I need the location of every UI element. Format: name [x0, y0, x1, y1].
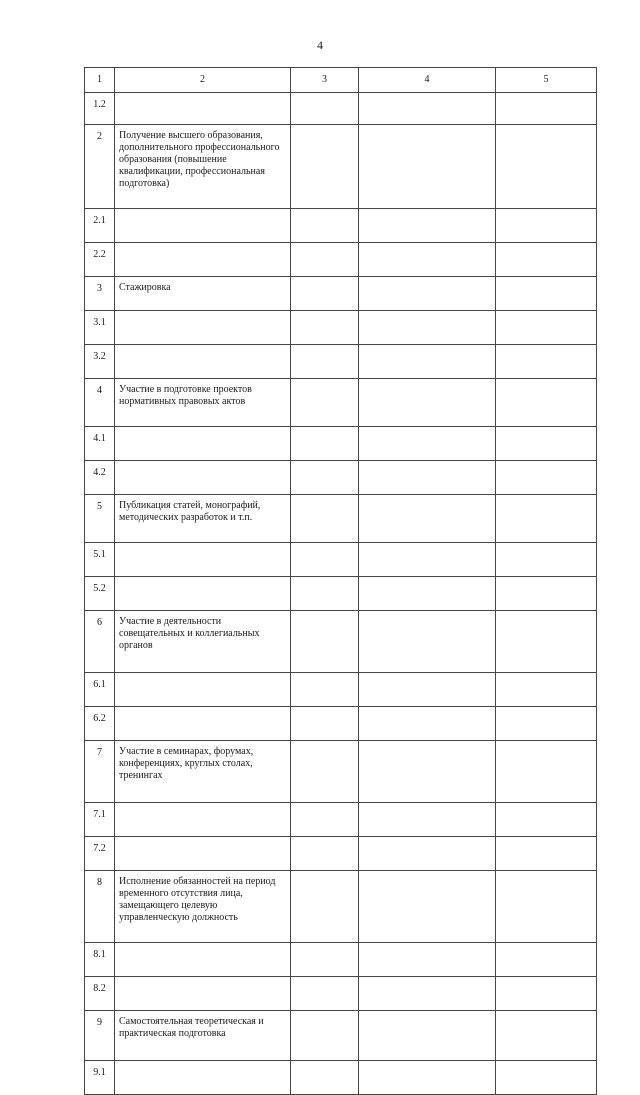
row-text: Участие в деятельности совещательных и коллегиальных органов	[115, 611, 291, 673]
cell-col3	[291, 1061, 359, 1095]
cell-col3	[291, 93, 359, 125]
row-text	[115, 1061, 291, 1095]
cell-col5	[496, 93, 597, 125]
table-row	[85, 125, 597, 209]
cell-col5	[496, 277, 597, 311]
cell-col4	[359, 209, 496, 243]
cell-col3	[291, 427, 359, 461]
cell-col3	[291, 741, 359, 803]
cell-col4	[359, 461, 496, 495]
row-text	[115, 543, 291, 577]
row-text	[115, 93, 291, 125]
cell-col3	[291, 345, 359, 379]
row-number: 8	[85, 871, 115, 943]
row-text	[115, 577, 291, 611]
cell-col4	[359, 741, 496, 803]
table-row	[85, 379, 597, 427]
row-text: Публикация статей, монографий, методических разработок и т.п.	[115, 495, 291, 543]
cell-col4	[359, 125, 496, 209]
cell-col3	[291, 379, 359, 427]
table-row	[85, 93, 597, 125]
cell-col5	[496, 427, 597, 461]
cell-col5	[496, 977, 597, 1011]
cell-col4	[359, 495, 496, 543]
row-number: 4	[85, 379, 115, 427]
table-row	[85, 611, 597, 673]
row-text	[115, 427, 291, 461]
cell-col5	[496, 577, 597, 611]
table-row	[85, 943, 597, 977]
cell-col4	[359, 943, 496, 977]
cell-col5	[496, 125, 597, 209]
cell-col3	[291, 977, 359, 1011]
row-text	[115, 311, 291, 345]
row-text	[115, 943, 291, 977]
cell-col4	[359, 93, 496, 125]
cell-col4	[359, 427, 496, 461]
header-cell-5: 5	[496, 68, 597, 93]
cell-col3	[291, 871, 359, 943]
cell-col4	[359, 1011, 496, 1061]
row-text: Исполнение обязанностей на период временного отсутствия лица, замещающего целевую управленческую должность	[115, 871, 291, 943]
cell-col4	[359, 871, 496, 943]
cell-col3	[291, 495, 359, 543]
header-cell-1: 1	[85, 68, 115, 93]
row-number: 9.1	[85, 1061, 115, 1095]
row-text	[115, 461, 291, 495]
table-row	[85, 803, 597, 837]
row-text	[115, 673, 291, 707]
cell-col3	[291, 311, 359, 345]
cell-col4	[359, 345, 496, 379]
table-row	[85, 543, 597, 577]
cell-col4	[359, 543, 496, 577]
header-cell-4: 4	[359, 68, 496, 93]
cell-col4	[359, 707, 496, 741]
row-number: 8.2	[85, 977, 115, 1011]
table-row	[85, 741, 597, 803]
row-number: 4.1	[85, 427, 115, 461]
table-row	[85, 871, 597, 943]
row-text	[115, 707, 291, 741]
cell-col4	[359, 243, 496, 277]
cell-col4	[359, 837, 496, 871]
row-text	[115, 243, 291, 277]
cell-col5	[496, 707, 597, 741]
cell-col3	[291, 673, 359, 707]
row-number: 5	[85, 495, 115, 543]
row-number: 7.2	[85, 837, 115, 871]
row-text: Участие в семинарах, форумах, конференциях, круглых столах, тренингах	[115, 741, 291, 803]
row-number: 4.2	[85, 461, 115, 495]
cell-col5	[496, 209, 597, 243]
row-number: 5.1	[85, 543, 115, 577]
cell-col4	[359, 311, 496, 345]
cell-col4	[359, 577, 496, 611]
cell-col3	[291, 943, 359, 977]
table-row	[85, 707, 597, 741]
row-number: 2	[85, 125, 115, 209]
cell-col3	[291, 1011, 359, 1061]
cell-col5	[496, 345, 597, 379]
table-header-row	[85, 68, 597, 93]
row-number: 6.2	[85, 707, 115, 741]
cell-col5	[496, 243, 597, 277]
table-row	[85, 345, 597, 379]
table-row	[85, 673, 597, 707]
cell-col4	[359, 611, 496, 673]
cell-col3	[291, 125, 359, 209]
row-number: 3.1	[85, 311, 115, 345]
table-row	[85, 837, 597, 871]
row-number: 7	[85, 741, 115, 803]
row-text	[115, 803, 291, 837]
cell-col5	[496, 1011, 597, 1061]
row-text	[115, 209, 291, 243]
table-row	[85, 427, 597, 461]
row-number: 3.2	[85, 345, 115, 379]
cell-col3	[291, 243, 359, 277]
cell-col3	[291, 611, 359, 673]
cell-col4	[359, 1061, 496, 1095]
cell-col5	[496, 673, 597, 707]
header-cell-2: 2	[115, 68, 291, 93]
cell-col5	[496, 803, 597, 837]
cell-col5	[496, 611, 597, 673]
cell-col4	[359, 379, 496, 427]
table-row	[85, 495, 597, 543]
cell-col5	[496, 543, 597, 577]
cell-col5	[496, 1061, 597, 1095]
cell-col4	[359, 277, 496, 311]
row-text: Получение высшего образования, дополнительного профессионального образования (повышение квалификации, профессиональная подготовка)	[115, 125, 291, 209]
row-text: Участие в подготовке проектов нормативных правовых актов	[115, 379, 291, 427]
row-number: 9	[85, 1011, 115, 1061]
table-row	[85, 1011, 597, 1061]
cell-col3	[291, 277, 359, 311]
cell-col3	[291, 577, 359, 611]
plan-table	[84, 67, 597, 1095]
row-text	[115, 345, 291, 379]
header-cell-3: 3	[291, 68, 359, 93]
table-row	[85, 277, 597, 311]
cell-col5	[496, 741, 597, 803]
cell-col3	[291, 803, 359, 837]
cell-col4	[359, 803, 496, 837]
cell-col3	[291, 707, 359, 741]
row-number: 2.2	[85, 243, 115, 277]
table-row	[85, 1061, 597, 1095]
table-row	[85, 577, 597, 611]
cell-col5	[496, 943, 597, 977]
page-number: 4	[317, 38, 323, 52]
row-text: Самостоятельная теоретическая и практическая подготовка	[115, 1011, 291, 1061]
table-row	[85, 977, 597, 1011]
row-number: 1.2	[85, 93, 115, 125]
cell-col5	[496, 837, 597, 871]
cell-col5	[496, 871, 597, 943]
row-number: 3	[85, 277, 115, 311]
row-number: 6	[85, 611, 115, 673]
row-text: Стажировка	[115, 277, 291, 311]
cell-col3	[291, 209, 359, 243]
cell-col5	[496, 461, 597, 495]
row-text	[115, 977, 291, 1011]
table-row	[85, 209, 597, 243]
table-row	[85, 243, 597, 277]
row-number: 2.1	[85, 209, 115, 243]
row-number: 6.1	[85, 673, 115, 707]
table-row	[85, 461, 597, 495]
row-number: 5.2	[85, 577, 115, 611]
row-number: 7.1	[85, 803, 115, 837]
cell-col5	[496, 379, 597, 427]
cell-col5	[496, 311, 597, 345]
cell-col4	[359, 673, 496, 707]
table-row	[85, 311, 597, 345]
cell-col3	[291, 543, 359, 577]
cell-col3	[291, 837, 359, 871]
row-number: 8.1	[85, 943, 115, 977]
cell-col4	[359, 977, 496, 1011]
cell-col5	[496, 495, 597, 543]
row-text	[115, 837, 291, 871]
cell-col3	[291, 461, 359, 495]
